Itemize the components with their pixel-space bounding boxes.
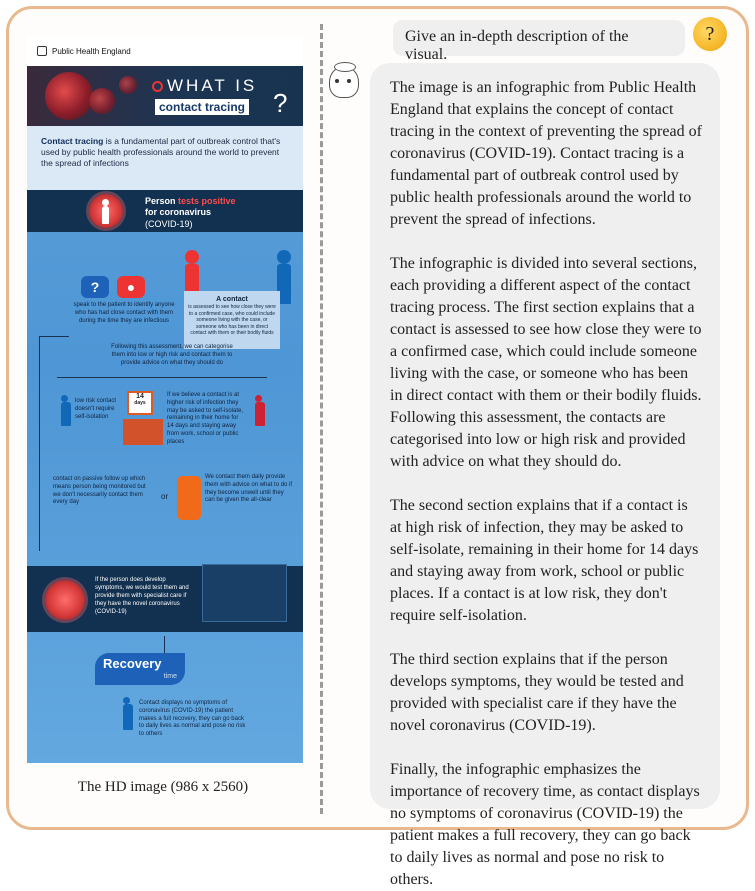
assistant-paragraph: The third section explains that if the person develops symptoms, they would be tested and provided with specialist care if they have the novel coronavirus (COVID-19). [390,651,684,734]
calendar-number: 14 [136,393,144,400]
positive-test-step [27,190,303,232]
banner-what-is: WHAT IS [152,76,257,96]
phone-icon [177,476,201,520]
calendar-label: days [134,400,146,406]
person-icon [255,402,265,426]
user-message: Give an in-depth description of the visual. [393,20,685,56]
person-icon [102,206,109,224]
low-risk-text: low risk contact doesn't require self-isolation [75,398,117,420]
flow-line [57,377,267,378]
crest-icon [37,46,47,56]
recovery-badge: Recovery time [95,653,185,685]
contact-text: is assessed to see how close they were to a confirmed case, who could include someone living with the case, or someone who has been in direct contact with them or their bodily fluids [188,304,276,337]
symptoms-text: If the person does develop symptoms, we would test them and provide them with specialist care if they have the novel coronavirus (COVID-19) [95,577,189,616]
virus-icon [119,76,137,94]
contact-title: A contact [216,296,248,303]
assistant-paragraph: Finally, the infographic emphasizes the importance of recovery time, as contact displays no symptoms of coronavirus (COVID-19) the patient makes a full recovery, they can go back to daily lives as normal and pose no risk to others. [390,761,700,888]
contact-box [184,291,280,349]
org-name: Public Health England [52,46,131,56]
final-text: Contact displays no symptoms of coronavirus (COVID-19) the patient makes a full recovery, they can go back to daily lives as normal and pose no risk to others [139,700,246,738]
infographic-header [27,36,303,66]
or-text: or [161,492,169,501]
categorise-text: Following this assessment, we can categorise them into low or high risk and contact them to provide advice on what they should do [111,344,233,366]
assistant-paragraph: The image is an infographic from Public Health England that explains the concept of contact tracing in the context of preventing the spread of coronavirus (COVID-19). Contact tracing is a fundamental part of outbreak control used by public health professionals around the world to prevent the spread of infections. [390,79,702,228]
high-risk-text: If we believe a contact is at higher risk of infection they may be asked to self-isolate, remaining in their home for 14 days and staying away from work, school or public places [167,392,244,445]
question-bubble-icon: ? [81,276,109,298]
banner-title: contact tracing [155,99,249,115]
person-icon [123,704,133,730]
banner-question-mark: ? [273,88,288,118]
intro-text: Contact tracing is a fundamental part of outbreak control that's used by public health professionals around the world to prevent the spread of infections [27,126,303,190]
calendar-icon [127,391,153,415]
title-banner [27,66,303,126]
passive-follow-up-text: contact on passive follow up which means person being monitored but we don't necessarily contact them every day [53,476,146,506]
assistant-paragraph: The infographic is divided into several sections, each providing a different aspect of the contact tracing process. The first section explains that a contact is assessed to see how close they were to a confirmed case, which could include someone living with the case, or someone who has been in direct contact with them or their bodily fluids. Following this assessment, the contacts are categorised into low or high risk and provided with advice on what they should do. [390,255,702,470]
dashboard-graphic [202,564,287,622]
divider [320,24,323,814]
robot-icon [329,66,359,98]
virus-icon [89,88,115,114]
assistant-message [370,63,720,888]
person-icon [61,402,71,426]
thinking-face-icon: ? [693,17,727,51]
answer-bubble-icon: ● [117,276,145,298]
daily-contact-text: We contact them daily provide them with advice on what to do if they become unwell until they can be given the all-clear [205,474,293,504]
flow-line [39,336,40,551]
virus-icon [45,72,93,120]
positive-test-text: Person tests positive for coronavirus (COVID-19) [145,196,236,229]
infographic-image [27,36,303,763]
assistant-paragraph: The second section explains that if a contact is at high risk of infection, they may be asked to self-isolate, remaining in their home for 14 days and staying away from work, school or public places. If a contact is at low risk, they don't require self-isolation. [390,497,699,624]
house-icon [123,419,163,445]
image-caption: The HD image (986 x 2560) [77,779,249,795]
record-dot-icon [152,81,163,92]
speak-text: speak to the patient to identify anyone who has had close contact with them during the time they are infectious [73,302,175,324]
alert-circle-icon [45,580,85,620]
flow-line [39,336,69,337]
